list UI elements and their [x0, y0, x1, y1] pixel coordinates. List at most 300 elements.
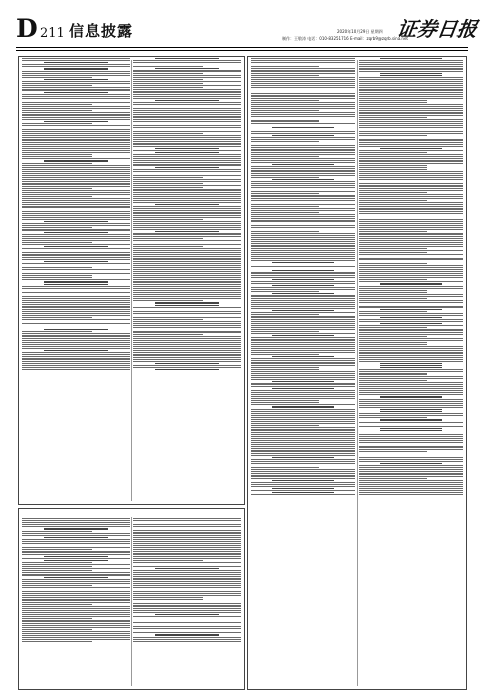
header-rule-thin: [16, 50, 468, 51]
text-line: [22, 581, 130, 582]
text-line: [251, 319, 355, 320]
text-line: [22, 587, 130, 588]
text-line: [251, 455, 355, 456]
text-line: [133, 183, 203, 184]
text-line: [359, 417, 427, 418]
text-line: [251, 346, 355, 347]
text-line: [133, 154, 241, 155]
text-line: [133, 583, 241, 584]
text-line: [22, 608, 130, 609]
text-line: [251, 231, 319, 232]
text-line: [359, 467, 463, 468]
text-line: [359, 68, 463, 69]
text-line: [133, 323, 241, 324]
text-line: [133, 574, 241, 575]
text-line: [133, 342, 241, 343]
text-line: [251, 287, 355, 288]
text-line: [22, 217, 130, 218]
column-divider: [131, 60, 132, 501]
text-line: [251, 453, 355, 454]
text-line: [251, 272, 355, 273]
text-line: [272, 164, 334, 165]
text-line: [359, 465, 463, 466]
text-line: [22, 629, 92, 630]
text-line: [22, 60, 130, 61]
text-line: [22, 213, 130, 214]
text-line: [359, 183, 463, 184]
text-line: [22, 317, 92, 318]
text-line: [251, 339, 355, 340]
text-line: [133, 96, 241, 97]
text-line: [133, 185, 241, 186]
text-line: [22, 346, 130, 347]
text-line: [359, 252, 427, 253]
text-line: [359, 338, 463, 339]
text-line: [44, 537, 109, 538]
text-line: [359, 258, 463, 259]
text-line: [359, 112, 463, 113]
text-line: [22, 344, 130, 345]
text-line: [22, 181, 130, 182]
text-line: [251, 131, 355, 132]
text-line: [251, 417, 355, 418]
text-line: [272, 356, 334, 357]
text-line: [133, 553, 241, 554]
text-line: [359, 378, 463, 379]
text-line: [22, 175, 130, 176]
text-line: [22, 215, 130, 216]
text-line: [359, 471, 463, 472]
text-line: [251, 444, 355, 445]
text-line: [251, 436, 355, 437]
text-line: [133, 319, 203, 320]
fine-print-text: [133, 58, 241, 370]
text-line: [251, 62, 355, 63]
text-line: [251, 206, 319, 207]
text-line: [22, 177, 130, 178]
text-line: [133, 632, 241, 633]
text-line: [359, 436, 463, 437]
text-line: [133, 359, 241, 360]
text-line: [133, 139, 241, 140]
text-line: [359, 139, 463, 140]
text-line: [359, 357, 463, 358]
text-line: [133, 572, 241, 573]
text-line: [133, 284, 241, 285]
text-line: [359, 254, 463, 255]
text-line: [380, 309, 442, 310]
text-line: [133, 202, 241, 203]
text-line: [22, 83, 130, 84]
text-line: [359, 438, 463, 439]
text-line: [133, 162, 241, 163]
text-line: [359, 144, 463, 145]
text-line: [251, 85, 355, 86]
text-line: [359, 163, 463, 164]
text-line: [22, 323, 130, 324]
text-line: [251, 425, 319, 426]
text-line: [359, 352, 463, 353]
text-line: [251, 185, 355, 186]
text-line: [251, 277, 355, 278]
text-line: [22, 242, 92, 243]
text-line: [133, 537, 241, 538]
text-line: [133, 275, 241, 276]
text-line: [359, 446, 463, 447]
text-line: [133, 175, 241, 176]
text-line: [359, 296, 463, 297]
text-line: [251, 177, 319, 178]
text-line: [251, 250, 355, 251]
text-line: [133, 244, 241, 245]
text-line: [133, 181, 241, 182]
text-line: [359, 359, 463, 360]
text-line: [251, 137, 355, 138]
notice-block-right: [247, 56, 467, 690]
text-line: [133, 114, 241, 115]
text-line: [272, 388, 334, 389]
text-line: [133, 125, 241, 126]
text-line: [359, 83, 463, 84]
text-line: [22, 179, 130, 180]
header-rule: [16, 47, 468, 48]
text-line: [22, 639, 130, 640]
text-line: [133, 578, 241, 579]
text-line: [359, 188, 463, 189]
text-line: [251, 68, 355, 69]
text-line: [359, 298, 427, 299]
text-line: [251, 200, 355, 201]
text-line: [380, 428, 442, 429]
text-line: [359, 457, 463, 458]
text-line: [359, 211, 463, 212]
text-line: [251, 123, 355, 124]
text-line: [22, 279, 130, 280]
text-line: [22, 518, 130, 519]
text-line: [22, 524, 130, 525]
text-line: [359, 244, 463, 245]
notice-column: [133, 57, 241, 504]
text-line: [22, 248, 130, 249]
text-line: [359, 294, 463, 295]
text-line: [133, 85, 241, 86]
text-line: [133, 597, 203, 598]
text-line: [251, 156, 319, 157]
text-line: [359, 394, 463, 395]
text-line: [133, 535, 241, 536]
text-line: [251, 429, 355, 430]
text-line: [133, 258, 241, 259]
text-line: [22, 331, 92, 332]
text-line: [359, 355, 463, 356]
text-line: [22, 286, 130, 287]
text-line: [359, 405, 463, 406]
text-line: [22, 641, 92, 642]
text-line: [272, 179, 334, 180]
text-line: [359, 158, 463, 159]
text-line: [359, 327, 427, 328]
text-line: [359, 242, 463, 243]
text-line: [133, 81, 241, 82]
text-line: [22, 526, 130, 527]
text-line: [22, 338, 130, 339]
text-line: [359, 399, 463, 400]
text-line: [133, 256, 241, 257]
text-line: [22, 229, 130, 230]
text-line: [22, 133, 130, 134]
text-line: [251, 170, 355, 171]
text-line: [133, 146, 241, 147]
text-line: [133, 346, 241, 347]
text-line: [359, 171, 463, 172]
text-line: [133, 133, 203, 134]
text-line: [133, 73, 203, 74]
text-line: [22, 129, 130, 130]
text-line: [22, 342, 130, 343]
text-line: [251, 295, 355, 296]
text-line: [272, 293, 334, 294]
text-line: [251, 112, 355, 113]
text-line: [359, 108, 463, 109]
text-line: [359, 480, 463, 481]
section-title: 信息披露: [69, 22, 134, 40]
text-line: [251, 402, 319, 403]
issue-meta: 制作：王敬涛 电话：010-83251716 E-mail：zqrb9@zqrb.sina.net: [282, 36, 408, 41]
text-line: [44, 329, 109, 330]
text-line: [22, 618, 92, 619]
text-line: [251, 352, 355, 353]
text-line: [22, 535, 130, 536]
text-line: [155, 369, 220, 370]
text-line: [359, 79, 463, 80]
text-line: [359, 490, 463, 491]
text-line: [133, 89, 241, 90]
text-line: [22, 637, 130, 638]
text-line: [22, 543, 130, 544]
text-line: [359, 62, 463, 63]
text-line: [251, 158, 355, 159]
text-line: [22, 333, 130, 334]
text-line: [133, 612, 241, 613]
text-line: [251, 392, 355, 393]
text-line: [251, 308, 355, 309]
text-line: [22, 539, 130, 540]
text-line: [251, 323, 355, 324]
text-line: [380, 367, 442, 368]
text-line: [251, 333, 355, 334]
text-line: [359, 208, 463, 209]
page-letter: D: [16, 14, 38, 43]
text-line: [22, 340, 130, 341]
text-line: [359, 194, 463, 195]
text-line: [251, 371, 355, 372]
text-line: [359, 238, 463, 239]
text-line: [133, 334, 203, 335]
text-line: [251, 75, 319, 76]
text-line: [251, 475, 355, 476]
text-line: [133, 219, 203, 220]
text-line: [380, 365, 442, 366]
text-line: [44, 528, 109, 529]
text-line: [251, 183, 355, 184]
text-line: [44, 92, 109, 93]
text-line: [22, 361, 130, 362]
text-line: [359, 119, 463, 120]
text-line: [22, 223, 130, 224]
text-line: [22, 296, 130, 297]
text-line: [133, 169, 241, 170]
text-line: [22, 257, 130, 258]
text-line: [359, 292, 427, 293]
text-line: [22, 194, 130, 195]
text-line: [133, 560, 203, 561]
text-line: [133, 215, 241, 216]
text-line: [22, 300, 130, 301]
text-line: [133, 269, 241, 270]
text-line: [22, 144, 130, 145]
text-line: [359, 94, 463, 95]
text-line: [44, 560, 109, 561]
text-line: [359, 407, 463, 408]
text-line: [359, 169, 427, 170]
text-line: [251, 314, 319, 315]
text-line: [22, 579, 130, 580]
text-line: [359, 92, 463, 93]
text-line: [251, 198, 355, 199]
text-line: [380, 411, 442, 412]
text-line: [133, 171, 241, 172]
text-line: [359, 348, 463, 349]
text-line: [359, 87, 463, 88]
text-line: [133, 236, 241, 237]
text-line: [359, 123, 463, 124]
text-line: [22, 98, 130, 99]
text-line: [251, 316, 355, 317]
text-line: [251, 239, 355, 240]
text-line: [359, 240, 463, 241]
text-line: [359, 233, 463, 234]
text-line: [22, 309, 130, 310]
text-line: [251, 102, 355, 103]
text-line: [22, 206, 130, 207]
text-line: [251, 450, 355, 451]
text-line: [133, 141, 241, 142]
text-line: [22, 541, 130, 542]
text-line: [133, 530, 241, 531]
text-line: [133, 281, 241, 282]
text-line: [22, 89, 130, 90]
text-line: [251, 461, 355, 462]
text-line: [359, 102, 427, 103]
text-line: [359, 227, 463, 228]
text-line: [359, 185, 463, 186]
text-line: [251, 77, 355, 78]
text-line: [22, 135, 130, 136]
text-line: [133, 610, 241, 611]
column-divider: [131, 517, 132, 686]
text-line: [251, 459, 355, 460]
text-line: [359, 361, 463, 362]
text-line: [22, 163, 92, 164]
text-line: [133, 300, 203, 301]
text-line: [133, 547, 241, 548]
text-line: [251, 442, 355, 443]
text-line: [251, 386, 355, 387]
text-line: [251, 440, 355, 441]
text-line: [251, 471, 355, 472]
text-line: [251, 220, 355, 221]
text-line: [22, 87, 130, 88]
text-line: [251, 321, 355, 322]
text-line: [251, 110, 319, 111]
text-line: [22, 146, 130, 147]
text-line: [251, 404, 355, 405]
text-line: [22, 269, 130, 270]
text-line: [133, 75, 241, 76]
text-line: [133, 116, 241, 117]
text-line: [133, 296, 241, 297]
text-line: [251, 106, 355, 107]
text-line: [251, 241, 355, 242]
text-line: [22, 85, 92, 86]
text-line: [133, 217, 241, 218]
text-line: [22, 252, 130, 253]
text-line: [22, 188, 92, 189]
text-line: [44, 281, 109, 282]
text-line: [272, 492, 334, 493]
text-line: [251, 173, 355, 174]
notice-column: [133, 517, 241, 689]
text-line: [133, 294, 241, 295]
text-line: [22, 154, 92, 155]
text-line: [251, 275, 355, 276]
text-line: [22, 139, 130, 140]
text-line: [251, 114, 355, 115]
text-line: [133, 298, 241, 299]
text-line: [22, 520, 130, 521]
text-line: [22, 148, 130, 149]
text-line: [44, 261, 109, 262]
text-line: [133, 200, 241, 201]
text-line: [133, 135, 241, 136]
text-line: [359, 135, 427, 136]
text-line: [133, 223, 241, 224]
text-line: [251, 139, 355, 140]
text-line: [22, 125, 130, 126]
text-line: [359, 476, 463, 477]
text-line: [251, 100, 319, 101]
text-line: [359, 133, 463, 134]
text-line: [359, 152, 427, 153]
text-line: [22, 119, 130, 120]
text-line: [359, 340, 463, 341]
text-line: [133, 252, 241, 253]
text-line: [133, 581, 241, 582]
text-line: [133, 164, 241, 165]
text-line: [359, 311, 427, 312]
text-line: [251, 467, 319, 468]
text-line: [22, 152, 130, 153]
text-line: [359, 478, 427, 479]
text-line: [251, 233, 355, 234]
text-line: [133, 121, 241, 122]
text-line: [359, 376, 463, 377]
text-line: [251, 73, 355, 74]
text-line: [359, 198, 463, 199]
text-line: [359, 392, 463, 393]
text-line: [133, 196, 241, 197]
text-line: [133, 352, 241, 353]
